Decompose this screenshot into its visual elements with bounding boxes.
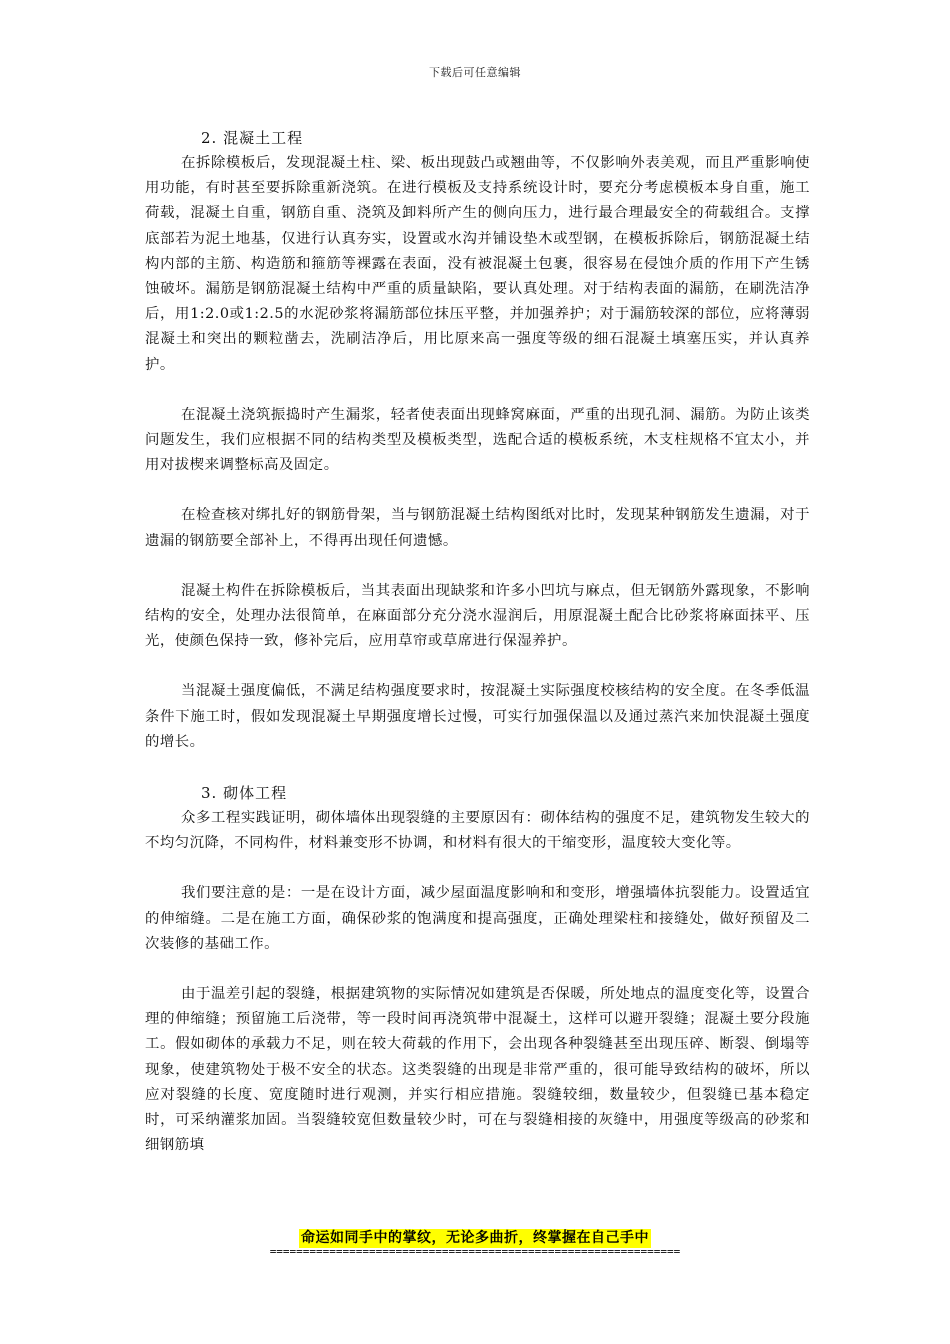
paragraph: 在检查核对绑扎好的钢筋骨架，当与钢筋混凝土结构图纸对比时，发现某种钢筋发生遗漏，对于遗漏的钢筋要全部补上，不得再出现任何遗憾。 — [145, 507, 810, 549]
paragraph: 在拆除模板后，发现混凝土柱、梁、板出现鼓凸或翘曲等，不仅影响外表美观，而且严重影响使用功能，有时甚至要拆除重新浇筑。在进行模板及支持系统设计时，要充分考虑模板本身自重，施工荷载，混凝土自重，钢筋自重、浇筑及卸料所产生的侧向压力，进行最合理最安全的荷载组合。支撑底部若为泥土地基，仅进行认真夯实，设置或水沟并铺设垫木或型钢，在模板拆除后，钢筋混凝土结构内部的主筋、构造筋和箍筋等裸露在表面，没有被混凝土包裹，很容易在侵蚀介质的作用下产生锈蚀破坏。漏筋是钢筋混凝土结构中严重的质量缺陷，要认真处理。对于结构表面的漏筋，在刷洗洁净后，用1:2.0或1:2.5的水泥砂浆将漏筋部位抹压平整，并加强养护；对于漏筋较深的部位，应将薄弱混凝土和突出的颗粒凿去，洗刷洁净后，用比原来高一强度等级的细石混凝土填塞压实，并认真养护。 — [145, 155, 810, 373]
paragraph: 混凝土构件在拆除模板后，当其表面出现缺浆和许多小凹坑与麻点，但无钢筋外露现象，不影响结构的安全，处理办法很简单，在麻面部分充分浇水湿润后，用原混凝土配合比砂浆将麻面抹平、压光，使颜色保持一致，修补完后，应用草帘或草席进行保湿养护。 — [145, 582, 810, 650]
paragraph: 由于温差引起的裂缝，根据建筑物的实际情况如建筑是否保暖，所处地点的温度变化等，设置合理的伸缩缝；预留施工后浇带，等一段时间再浇筑带中混凝土，这样可以避开裂缝；混凝土要分段施工。假如砌体的承载力不足，则在较大荷载的作用下，会出现各种裂缝甚至出现压碎、断裂、倒塌等现象，使建筑物处于极不安全的状态。这类裂缝的出现是非常严重的，很可能导致结构的破坏，所以应对裂缝的长度、宽度随时进行观测，并实行相应措施。裂缝较细，数量较少，但裂缝已基本稳定时，可采纳灌浆加固。当裂缝较宽但数量较少时，可在与裂缝相接的灰缝中，用强度等级高的砂浆和细钢筋填 — [145, 986, 810, 1154]
footer-banner-text: 命运如同手中的掌纹，无论多曲折，终掌握在自己手中 — [301, 1230, 649, 1246]
section-heading-masonry: 3. 砌体工程 — [201, 784, 288, 803]
paragraph: 我们要注意的是：一是在设计方面，减少屋面温度影响和和变形，增强墙体抗裂能力。设置适宜的伸缩缝。二是在施工方面，确保砂浆的饱满度和提高强度，正确处理梁柱和接缝处，做好预留及二次装修的基础工作。 — [145, 885, 810, 952]
paragraph: 众多工程实践证明，砌体墙体出现裂缝的主要原因有：砌体结构的强度不足，建筑物发生较大的不均匀沉降，不同构件，材料兼变形不协调，和材料有很大的干缩变形，温度较大变化等。 — [145, 810, 810, 852]
footer-divider-rule: ============================================================== — [269, 1245, 681, 1258]
section-heading-concrete: 2. 混凝土工程 — [201, 129, 304, 147]
document-body — [145, 125, 810, 1159]
paragraph: 在混凝土浇筑振捣时产生漏浆，轻者使表面出现蜂窝麻面，严重的出现孔洞、漏筋。为防止该类问题发生，我们应根据不同的结构类型及模板类型，选配合适的模板系统，木支柱规格不宜太小，并用对拔楔来调整标高及固定。 — [145, 406, 810, 474]
paragraph: 当混凝土强度偏低，不满足结构强度要求时，按混凝土实际强度校核结构的安全度。在冬季低温条件下施工时，假如发现混凝土早期强度增长过慢，可实行加强保温以及通过蒸汽来加快混凝土强度的增长。 — [145, 683, 810, 750]
header-note: 下载后可任意编辑 — [429, 66, 521, 79]
